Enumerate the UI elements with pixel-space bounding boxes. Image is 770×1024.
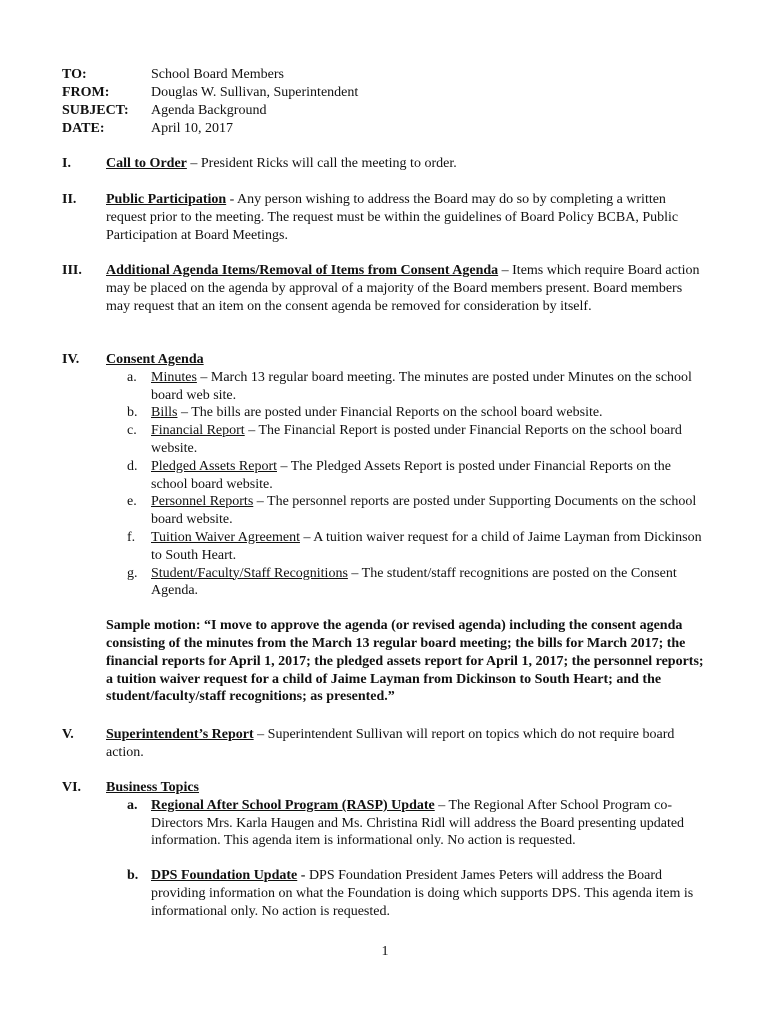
item-title: Regional After School Program (RASP) Update: [151, 797, 435, 813]
item-letter: f.: [127, 529, 136, 545]
item-spacer: [106, 850, 706, 867]
section-heading: Business Topics: [106, 780, 199, 795]
section-heading: Superintendent’s Report: [106, 727, 254, 742]
section-additional-agenda-items: [62, 262, 712, 315]
item-title: Tuition Waiver Agreement: [151, 529, 300, 545]
section-text: – Items which require Board action may be placed on the agenda by approval of a majority of the Board members present. Board members may request that an item on the consent agenda be removed for consideration by itself.: [106, 263, 700, 314]
item-text: – The Financial Report is posted under Financial Reports on the school board website.: [151, 423, 682, 456]
item-title: Financial Report: [151, 423, 245, 439]
item-title: Pledged Assets Report: [151, 458, 277, 474]
section-body: [106, 262, 706, 315]
to-label: TO:: [62, 67, 87, 82]
item-separator: -: [297, 868, 309, 884]
date-value: April 10, 2017: [151, 121, 234, 136]
section-heading: Call to Order: [106, 156, 187, 171]
section-numeral: VI.: [62, 780, 82, 795]
section-body: [106, 191, 706, 244]
item-text: – The student/staff recognitions are posted on the Consent Agenda.: [151, 565, 677, 599]
section-public-participation: [62, 191, 712, 244]
item-letter: a.: [127, 369, 137, 385]
date-label: DATE:: [62, 121, 105, 136]
list-item: [106, 369, 706, 405]
list-item: [106, 565, 706, 601]
item-letter: g.: [127, 565, 138, 581]
item-text: – The Pledged Assets Report is posted under Financial Reports on the school board website.: [151, 458, 672, 492]
section-numeral: I.: [62, 156, 71, 171]
from-value: Douglas W. Sullivan, Superintendent: [151, 85, 359, 100]
item-text: DPS Foundation President James Peters will address the Board providing information on what the Foundation is doing which supports DPS. This agenda item is informational only. No action is requested.: [151, 868, 694, 919]
item-letter: c.: [127, 423, 137, 439]
list-item: [106, 458, 706, 494]
item-title: Personnel Reports: [151, 494, 254, 510]
section-heading: Public Participation: [106, 192, 227, 207]
section-heading: Consent Agenda: [106, 352, 204, 367]
section-body: [106, 726, 706, 762]
subject-label: SUBJECT:: [62, 103, 129, 118]
item-letter: e.: [127, 494, 137, 510]
item-letter: d.: [127, 458, 138, 474]
list-item: [106, 797, 706, 850]
to-value: School Board Members: [151, 67, 284, 82]
section-numeral: III.: [62, 263, 82, 278]
item-text: – The Regional After School Program co-Directors Mrs. Karla Haugen and Ms. Christina Ridl will address the Board presenting updated information. This agenda item is informational only. No action is requested.: [151, 797, 685, 849]
list-item: [106, 529, 706, 565]
memo-from-row: [62, 84, 358, 102]
consent-agenda-list: [106, 369, 706, 600]
list-item: [106, 493, 706, 529]
list-item: [106, 867, 706, 920]
section-numeral: IV.: [62, 352, 80, 367]
item-title: Student/Faculty/Staff Recognitions: [151, 565, 348, 581]
memo-date-row: [62, 120, 358, 138]
item-letter: b.: [127, 405, 138, 421]
section-text: – Superintendent Sullivan will report on topics which do not require board action.: [106, 727, 675, 760]
item-text: – The personnel reports are posted under Supporting Documents on the school board website.: [151, 494, 697, 528]
section-text: – President Ricks will call the meeting to order.: [186, 156, 457, 171]
page-number: 1: [381, 944, 389, 959]
from-label: FROM:: [62, 85, 110, 100]
section-business-topics: [62, 779, 712, 921]
item-text: – March 13 regular board meeting. The minutes are posted under Minutes on the school board web site.: [151, 369, 692, 403]
memo-subject-row: [62, 102, 358, 120]
list-item: [106, 422, 706, 458]
subject-value: Agenda Background: [151, 103, 267, 118]
item-letter: a.: [127, 797, 138, 813]
section-consent-agenda: [62, 351, 712, 706]
section-body: [106, 155, 706, 173]
item-title: DPS Foundation Update: [151, 868, 298, 884]
item-text: – A tuition waiver request for a child of Jaime Layman from Dickinson to South Heart.: [151, 529, 702, 563]
memo-header: [62, 66, 358, 138]
list-item: [106, 404, 706, 422]
item-title: Minutes: [151, 369, 197, 385]
item-letter: b.: [127, 868, 139, 884]
section-heading: Additional Agenda Items/Removal of Items from Consent Agenda: [106, 263, 499, 278]
item-title: Bills: [151, 405, 178, 421]
section-numeral: V.: [62, 727, 74, 742]
section-call-to-order: [62, 155, 712, 173]
sample-motion: Sample motion: “I move to approve the agenda (or revised agenda) including the consent agenda consisting of the minutes from the March 13 regular board meeting; the bills for March 2017; the financial reports for April 1, 2017; the pledged assets report for April 1, 2017; the personnel reports; a tuition waiver request for a child of Jaime Layman from Dickinson to South Heart; and the student/faculty/staff recognitions; as presented.”: [106, 618, 704, 705]
memo-to-row: [62, 66, 358, 84]
section-body: [106, 779, 706, 921]
section-body: [106, 351, 706, 706]
section-superintendents-report: [62, 726, 712, 762]
item-text: – The bills are posted under Financial Reports on the school board website.: [177, 405, 603, 421]
section-text: - Any person wishing to address the Board may do so by completing a written request prior to the meeting. The request must be within the guidelines of Board Policy BCBA, Public Participation at Board Meetings.: [106, 192, 679, 243]
section-numeral: II.: [62, 192, 77, 207]
